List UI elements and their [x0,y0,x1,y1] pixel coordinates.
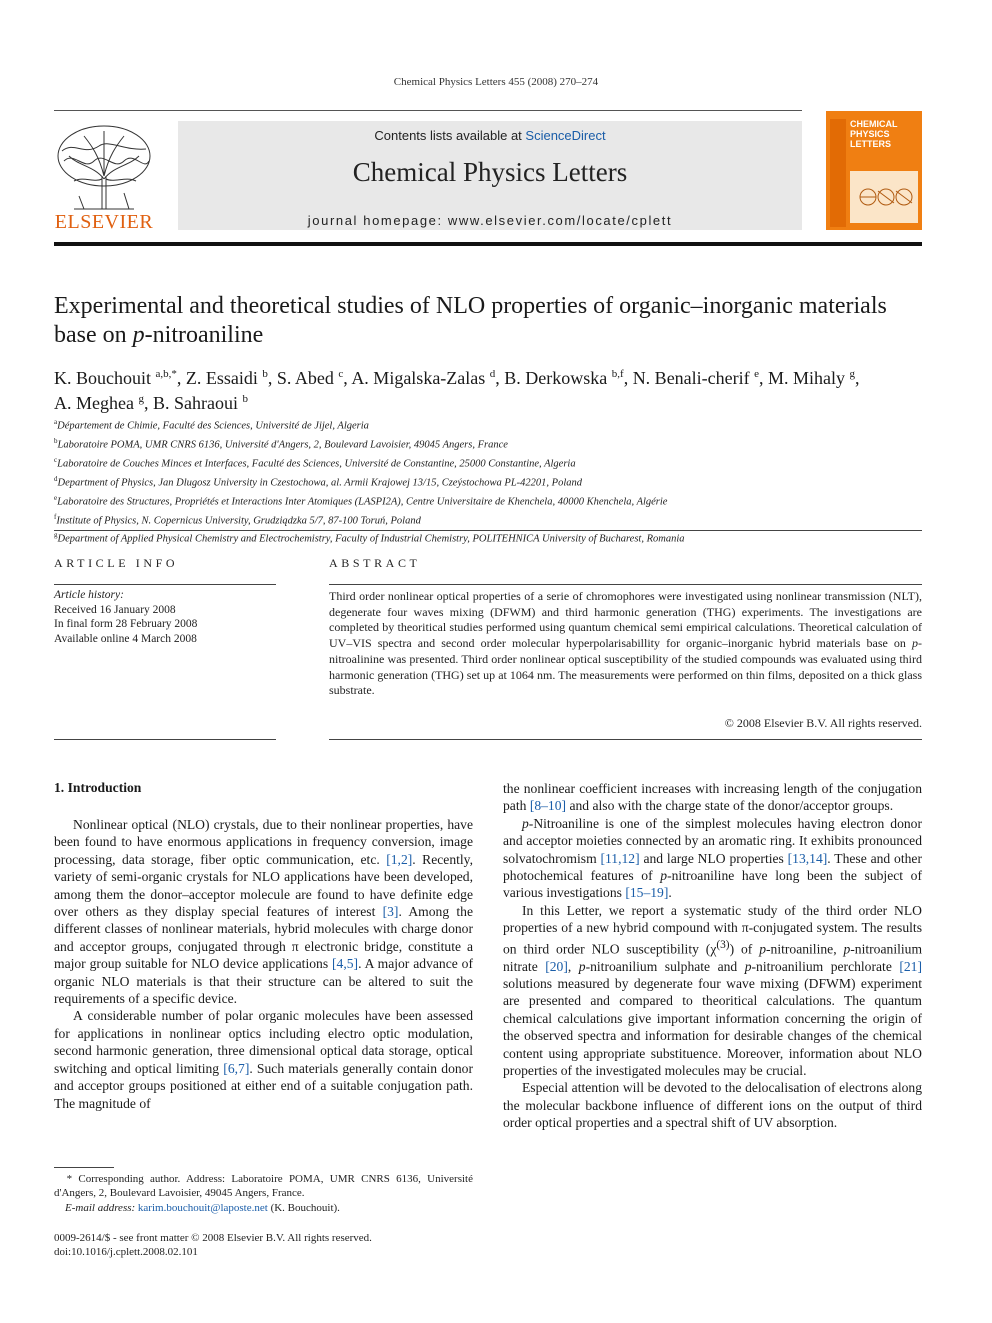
cover-title: CHEMICAL PHYSICS LETTERS [850,119,898,149]
abstract-rule [329,584,922,585]
citation-link[interactable]: [6,7] [223,1060,250,1076]
author [633,368,768,388]
history-heading: Article history: [54,589,124,601]
paragraph: Especial attention will be devoted to the delocalisation of electrons along the molecular backbone influence of different ions on the output of third order optical properties and a spectral shift of UV absorption. [503,1080,922,1131]
affiliation-text: Département de Chimie, Faculté des Sciences, Université de Jijel, Algeria [57,420,369,432]
affiliation [54,472,934,491]
author-name[interactable]: M. Mihaly [768,368,846,388]
cover-side-bar [830,119,846,227]
contents-prefix: Contents lists available at [374,128,526,143]
abstract-label: ABSTRACT [329,556,421,570]
author-separator: , [623,368,633,388]
author-separator: , [759,368,769,388]
affiliation [54,434,934,453]
corresponding-author-footnote: * Corresponding author. Address: Laboratoire POMA, UMR CNRS 6136, Université d'Angers, 2, Boulevard Lavoisier, 49045 Angers, France. E-mail address: karim.bouchouit@laposte.net (K. Bouchouit). [54,1173,473,1214]
paragraph: In this Letter, we report a systematic study of the third order NLO properties of a new hybrid compound with π-conjugated system. The results on third order NLO susceptibility $(\chi^{(3)})$ of p-nitroaniline, p-nitroanilium nitrate [20], p-nitroanilium sulphate and p-nitroanilium perchlorate [21] solutions measured by degenerate four wave mixing (DFWM) experiment are presented and compared to theoritical calculations. The quantum chemical calculations give important information concerning the origin of the observed spectra and information for desirable changes of the chemical content using appropriate substituence. Moreover, information about NLO properties of the investigated molecules may be crucial. [503,902,923,1079]
citation-link[interactable]: [3] [382,904,399,920]
author-separator: , [143,393,153,413]
author-affiliation-mark: e [754,368,760,380]
affiliation [54,491,934,510]
author-name[interactable]: A. Migalska-Zalas [351,368,486,388]
author-affiliation-mark: c [338,368,344,380]
citation-link[interactable]: [20] [545,958,568,974]
author [153,393,248,413]
affiliation-text: Department of Physics, Jan Dlugosz University in Czestochowa, al. Armii Krajowej 13/15, Czeýstochowa PL-42201, Poland [57,477,582,489]
author-name[interactable]: K. Bouchouit [54,368,151,388]
affiliation-rule [54,530,922,531]
paragraph: the nonlinear coefficient increases with increasing length of the conjugation path [8–10] and also with the charge state of the donor/acceptor groups. [503,781,922,814]
contents-line [178,128,802,143]
author-affiliation-mark: g [849,368,856,380]
elsevier-wordmark: ELSEVIER [54,211,154,233]
author-affiliation-mark: b,f [611,368,624,380]
affiliation-mark: c [54,455,58,464]
affiliation-mark: a [54,418,58,426]
author-name[interactable]: B. Sahraoui [152,393,238,413]
masthead-thick-rule [54,242,922,246]
footnote-rule [54,1167,114,1168]
citation-link[interactable]: [15–19] [625,885,669,901]
author-list [54,364,934,414]
cover-molecule-image [850,171,918,223]
body-column-right [503,780,922,1132]
journal-cover-thumbnail [826,111,922,230]
citation-link[interactable]: [1,2] [386,851,413,867]
running-head: Chemical Physics Letters 455 (2008) 270–274 [393,76,599,88]
journal-name: Chemical Physics Letters [352,157,628,187]
author [351,368,504,388]
abstract-text: Third order nonlinear optical properties of a serie of chromophores were investigated using nonlinear transmission (NLT), degenerate four waves mixing (DFWM) and third harmonic generation (THG) experiments. The investigations are completed by theoritical studies performed using quantum chemical semi empirical calculations. Theoretical calculation of UV–VIS spectra and second order molecular hyperpolarisabillity for organic–inorganic hybrid materials base on p-nitroalinine was presented. Third order nonlinear optical susceptibility of the studied compounds was evaluated using third harmonic generation (THG) set up at 1064 nm. The measurements were performed on thin films, deposited on a thick glass substrate. [329,589,922,698]
article-history [54,588,284,646]
author-affiliation-mark: a,b,* [155,368,177,380]
paragraph: Nonlinear optical (NLO) crystals, due to their nonlinear properties, have been found to have enormous applications in frequency conversion, image processing, data storage, fiber optic communication, etc. [1,2]. Recently, variety of semi-organic crystals for NLO applications have been developed, among them the donor–acceptor molecule are found to have definite edge over others as they display special features of interest [3]. Among the different classes of nonlinear materials, hybrid molecules with charge donor and acceptor groups, conjugated through π electronic bridge, constitute a major group suitable for NLO device applications [4,5]. A major advance of organic NLO materials is that their structure can be altered to suit the requirements of a specific device. [54,817,473,1007]
body-column-left [54,816,473,1112]
issn-doi-block [54,1231,473,1260]
affiliation-mark: e [54,493,58,502]
history-final-form: In final form 28 February 2008 [54,618,198,631]
author-separator: , [343,368,352,388]
journal-homepage[interactable]: journal homepage: www.elsevier.com/locate/cplett [307,213,673,228]
author [54,393,153,413]
author-separator: , [855,368,860,388]
author [277,368,351,388]
abstract-bottom-rule [329,739,922,740]
citation-link[interactable]: [11,12] [600,850,640,866]
affiliation-mark: f [54,512,57,521]
author-separator: , [176,368,186,388]
author-affiliation-mark: b [242,393,248,405]
sciencedirect-link[interactable]: ScienceDirect [525,128,606,143]
author-name[interactable]: N. Benali-cherif [632,368,750,388]
affiliation [54,415,934,434]
abstract-copyright: © 2008 Elsevier B.V. All rights reserved. [724,716,922,730]
article-info-bottom-rule [54,739,276,740]
section-heading-introduction: 1. Introduction [54,780,142,795]
citation-link[interactable]: [21] [899,958,923,974]
footnote-mark: * [66,1173,73,1185]
affiliation-mark: d [54,474,58,483]
journal-masthead [178,121,802,230]
author [504,368,632,388]
author-affiliation-mark: b [262,368,268,380]
affiliation-mark: b [54,436,58,445]
paragraph: p-Nitroaniline is one of the simplest molecules having electron donor and acceptor moieties connected by an aromatic ring. It exhibits pronounced solvatochromism [11,12] and large NLO properties [13,14]. These and other photochemical features of p-nitroaniline have long been the subject of various investigations [15–19]. [503,815,923,901]
author [768,368,860,388]
history-online: Available online 4 March 2008 [54,632,197,645]
paragraph: A considerable number of polar organic molecules have been assessed for applications in nonlinear optics including electro optic modulation, second harmonic generation, three dimensional optical data storage, optical switching and optical limiting [6,7]. Such materials generally contain donor and acceptor groups positioned at either end of a suitable conjugation path. The magnitude of [54,1008,473,1111]
author-affiliation-mark: g [138,393,144,405]
affiliation [54,453,934,472]
affiliation-list [54,415,934,547]
article-info-label: ARTICLE INFO [54,556,179,570]
affiliation-text: Laboratoire de Couches Minces et Interfaces, Faculté des Sciences, Université de Constantine, 25000 Constantine, Algeria [57,458,576,470]
citation-link[interactable]: [4,5] [332,956,359,972]
affiliation-text: Department of Applied Physical Chemistry and Electrochemistry, Faculty of Industrial Chemistry, POLITEHNICA University of Bucharest, Romania [57,533,685,545]
affiliation-mark: g [54,531,58,540]
author [54,368,186,388]
issn-line: 0009-2614/$ - see front matter © 2008 Elsevier B.V. All rights reserved. [54,1232,372,1244]
doi-line[interactable]: doi:10.1016/j.cplett.2008.02.101 [54,1246,198,1259]
affiliation [54,510,934,529]
article-title: Experimental and theoretical studies of NLO properties of organic–inorganic materials base on p-nitroaniline [54,293,887,348]
author-separator: , [267,368,277,388]
author-name[interactable]: S. Abed [276,368,334,388]
history-received: Received 16 January 2008 [54,603,176,616]
author-name[interactable]: Z. Essaidi [185,368,258,388]
header-rule [54,110,802,111]
citation-link[interactable]: [13,14] [787,850,828,866]
affiliation [54,528,934,547]
email-link[interactable]: karim.bouchouit@laposte.net [137,1201,268,1214]
affiliation-text: Laboratoire POMA, UMR CNRS 6136, Université d'Angers, 2, Boulevard Lavoisier, 49045 Angers, France [57,439,508,451]
author [186,368,277,388]
author-separator: , [495,368,505,388]
citation-link[interactable]: [8–10] [529,798,567,814]
affiliation-text: Institute of Physics, N. Copernicus University, Grudziądzka 5/7, 87-100 Toruń, Poland [56,515,421,527]
article-info-rule [54,584,276,585]
author-affiliation-mark: d [489,368,496,380]
author-name[interactable]: A. Meghea [54,393,134,413]
author-name[interactable]: B. Derkowska [504,368,608,388]
affiliation-text: Laboratoire des Structures, Propriétés et Interactions Inter Atomiques (LASPI2A), Centre Universitaire de Khenchela, 40000 Khenchela, Algérie [57,496,668,508]
